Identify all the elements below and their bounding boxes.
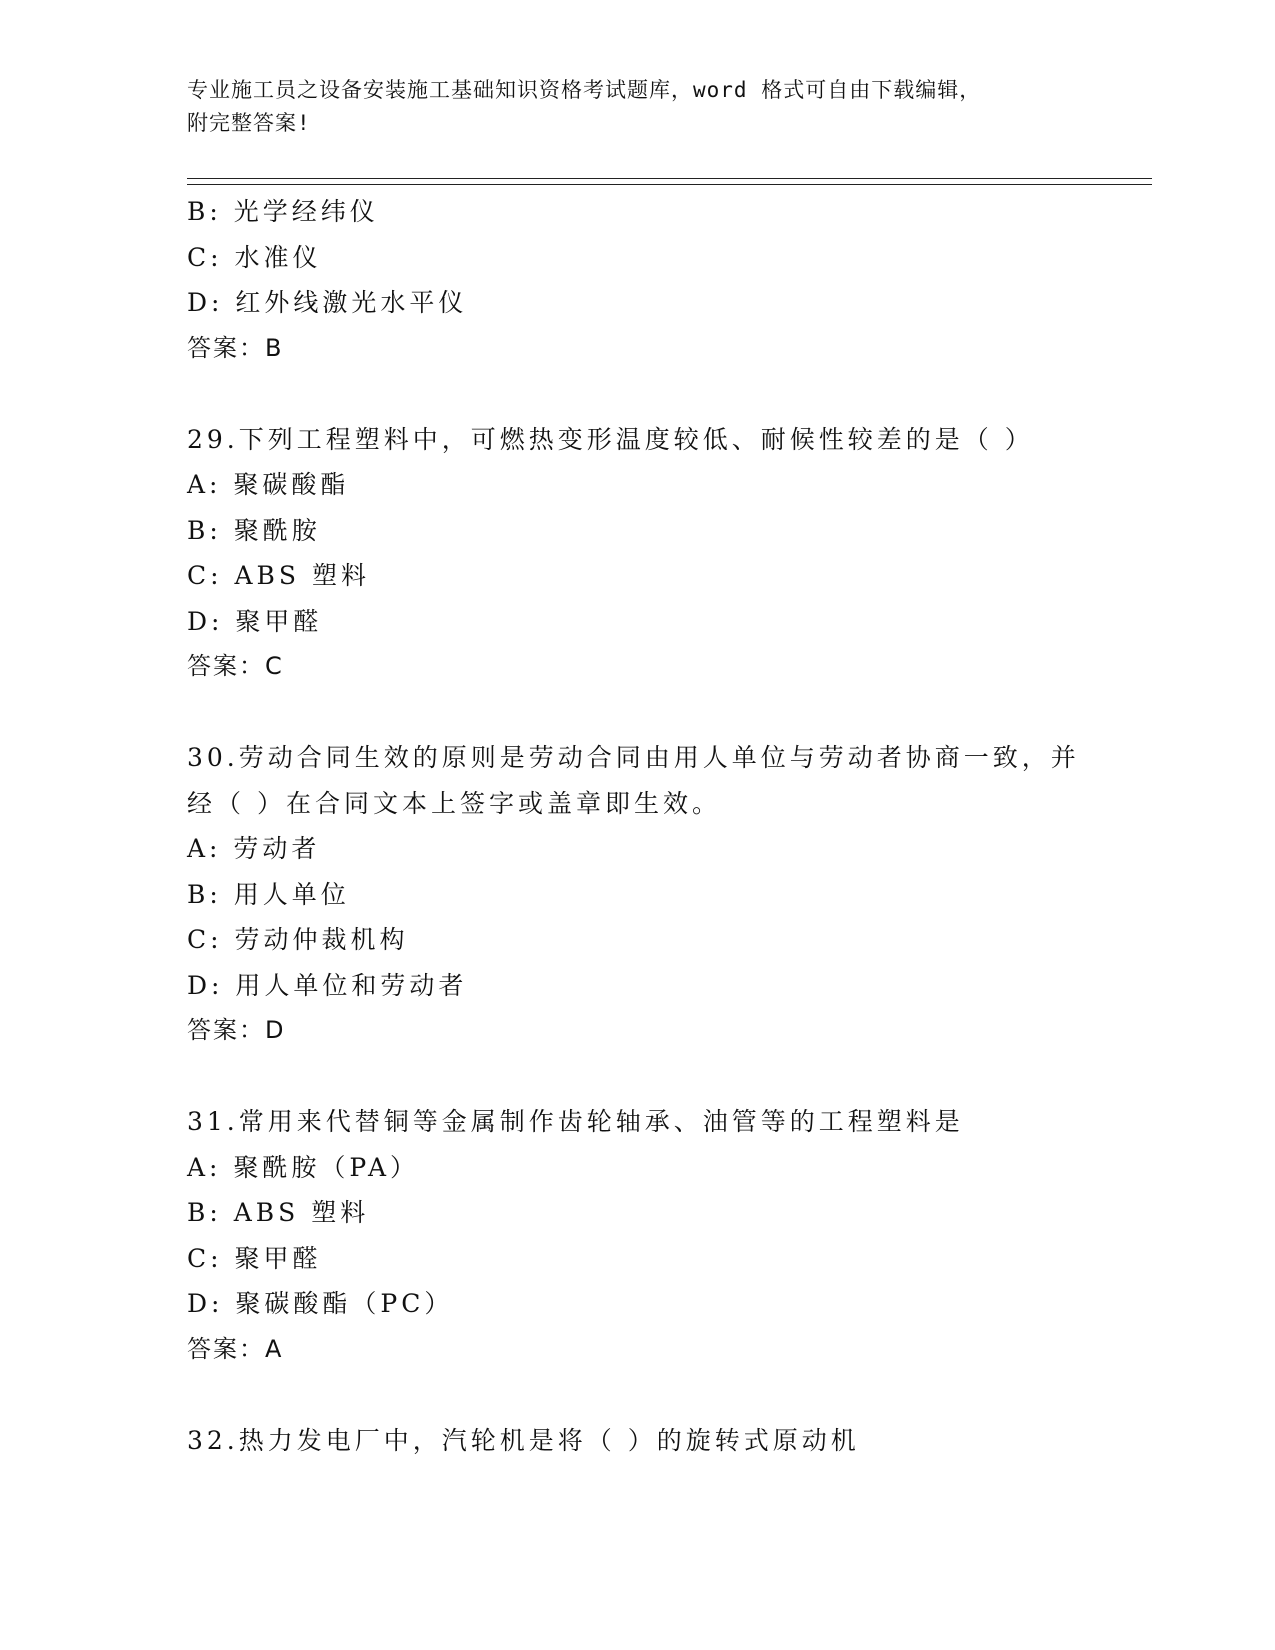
question-29 — [187, 417, 1087, 690]
question-stem-line-2: 经（ ）在合同文本上签字或盖章即生效。 — [187, 788, 721, 818]
header-line-2: 附完整答案! — [187, 111, 311, 135]
header-line-1: 专业施工员之设备安装施工基础知识资格考试题库，word 格式可自由下载编辑， — [187, 78, 982, 102]
option-a: A: 劳动者 — [187, 834, 321, 863]
question-32 — [187, 1418, 1087, 1464]
option-b: B: 光学经纬仪 — [187, 197, 379, 226]
option-c: C: ABS 塑料 — [187, 561, 370, 590]
question-stem: 29.下列工程塑料中，可燃热变形温度较低、耐候性较差的是（ ） — [187, 424, 1034, 454]
option-d: D: 红外线激光水平仪 — [187, 288, 468, 317]
document-header — [187, 74, 1067, 140]
question-31 — [187, 1099, 1087, 1372]
option-d: D: 用人单位和劳动者 — [187, 970, 468, 1000]
option-c: C: 聚甲醛 — [187, 1243, 322, 1273]
question-28-partial — [187, 189, 1087, 371]
option-b: B: 用人单位 — [187, 879, 350, 909]
option-a: A: 聚碳酸酯 — [187, 470, 350, 499]
answer: 答案：C — [187, 652, 284, 680]
answer: 答案：A — [187, 1334, 284, 1363]
option-d: D: 聚甲醛 — [187, 606, 323, 636]
option-c: C: 劳动仲裁机构 — [187, 925, 409, 954]
question-stem-line-1: 30.劳动合同生效的原则是劳动合同由用人单位与劳动者协商一致，并 — [187, 743, 1080, 772]
option-b: B: 聚酰胺 — [187, 515, 321, 545]
answer: 答案：D — [187, 1016, 286, 1044]
answer: 答案：B — [187, 333, 284, 362]
spacer — [187, 690, 1087, 736]
question-stem: 31.常用来代替铜等金属制作齿轮轴承、油管等的工程塑料是 — [187, 1107, 964, 1136]
header-double-rule — [187, 178, 1152, 185]
question-30 — [187, 735, 1087, 1054]
question-list — [187, 189, 1087, 1463]
spacer — [187, 371, 1087, 417]
option-c: C: 水准仪 — [187, 242, 322, 272]
option-b: B: ABS 塑料 — [187, 1198, 370, 1227]
option-d: D: 聚碳酸酯（PC） — [187, 1289, 454, 1318]
question-stem: 32.热力发电厂中，汽轮机是将（ ）的旋转式原动机 — [187, 1425, 860, 1455]
spacer — [187, 1054, 1087, 1100]
spacer — [187, 1372, 1087, 1418]
option-a: A: 聚酰胺（PA） — [187, 1152, 420, 1182]
